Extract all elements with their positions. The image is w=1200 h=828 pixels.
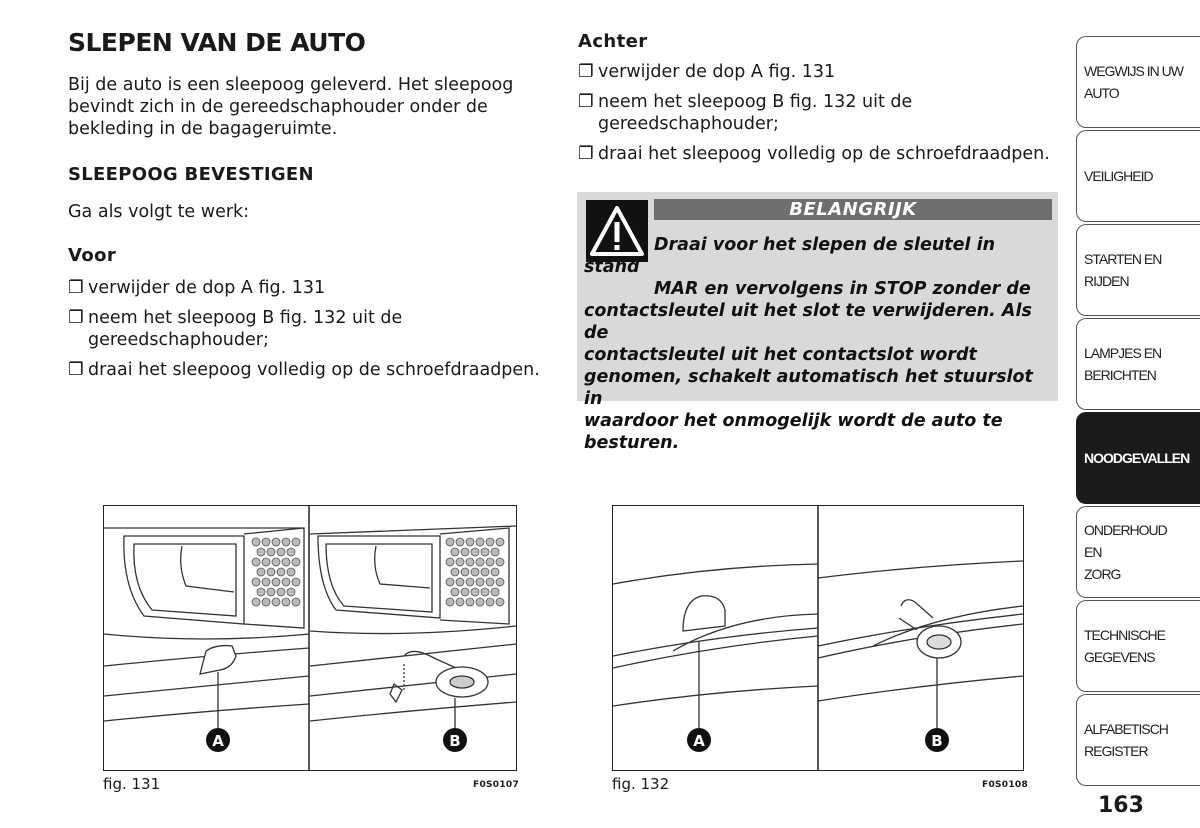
rear-heading: Achter — [578, 31, 648, 52]
figure-131-illustration — [103, 505, 517, 771]
list-item: ❐ neem het sleepoog B fig. 132 uit de gereedschaphouder; — [578, 92, 913, 134]
section-heading: SLEEPOOG BEVESTIGEN — [68, 164, 314, 185]
list-item: ❐ draai het sleepoog volledig op de schroefdraadpen. — [578, 144, 1050, 164]
checkbox-icon: ❐ — [578, 62, 594, 82]
list-item: ❐ verwijder de dop A fig. 131 — [578, 62, 836, 82]
callout-b — [925, 728, 949, 752]
page-number: 163 — [1098, 793, 1144, 818]
svg-text:A: A — [693, 732, 705, 750]
tab-veiligheid[interactable]: VEILIGHEID — [1076, 130, 1200, 222]
callout-a — [206, 728, 230, 752]
figure-132-caption: fig. 132 — [612, 775, 670, 793]
tab-wegwijs-in-uw-auto[interactable]: WEGWIJS IN UW AUTO — [1076, 36, 1200, 128]
tab-onderhoud-en-zorg[interactable]: ONDERHOUD EN ZORG — [1076, 506, 1200, 598]
list-item: ❐ verwijder de dop A fig. 131 — [68, 278, 326, 298]
figure-132-code: F0S0108 — [982, 780, 1029, 790]
tab-alfabetisch-register[interactable]: ALFABETISCH REGISTER — [1076, 694, 1200, 786]
page-title: SLEPEN VAN DE AUTO — [68, 28, 366, 57]
warning-heading: BELANGRIJK — [654, 199, 1052, 220]
tab-starten-en-rijden[interactable]: STARTEN EN RIJDEN — [1076, 224, 1200, 316]
svg-text:B: B — [449, 732, 461, 750]
tab-noodgevallen[interactable]: NOODGEVALLEN — [1076, 412, 1200, 504]
list-item: ❐ draai het sleepoog volledig op de schroefdraadpen. — [68, 360, 540, 380]
svg-text:A: A — [212, 732, 224, 750]
front-steps-list — [68, 277, 548, 381]
checkbox-icon: ❐ — [68, 360, 84, 380]
list-item: ❐ neem het sleepoog B fig. 132 uit de gereedschaphouder; — [68, 308, 403, 350]
intro-paragraph: Bij de auto is een sleepoog geleverd. Het sleepoog bevindt zich in de gereedschaphouder onder de bekleding in de bagageruimte. — [68, 75, 514, 139]
warning-box — [577, 192, 1058, 453]
front-heading: Voor — [68, 245, 117, 266]
warning-text: Draai voor het slepen de sleutel in stand MAR en vervolgens in STOP zonder de contactsleutel uit het slot te verwijderen. Als de contactsleutel uit het contactslot wordt genomen, schakelt automatisch het stuurslot in waardoor het onmogelijk wordt de auto te besturen. — [584, 235, 1033, 453]
callout-a — [687, 728, 711, 752]
figure-131-caption: fig. 131 — [103, 775, 161, 793]
tab-lampjes-en-berichten[interactable]: LAMPJES EN BERICHTEN — [1076, 318, 1200, 410]
callout-b — [443, 728, 467, 752]
svg-text:B: B — [931, 732, 943, 750]
figure-131-code: F0S0107 — [473, 780, 520, 790]
checkbox-icon: ❐ — [68, 278, 84, 298]
rear-steps-list — [578, 61, 1058, 165]
checkbox-icon: ❐ — [578, 92, 594, 112]
tab-technische-gegevens[interactable]: TECHNISCHE GEGEVENS — [1076, 600, 1200, 692]
section-intro: Ga als volgt te werk: — [68, 202, 250, 222]
figure-132-illustration — [612, 505, 1024, 771]
checkbox-icon: ❐ — [68, 308, 84, 328]
checkbox-icon: ❐ — [578, 144, 594, 164]
